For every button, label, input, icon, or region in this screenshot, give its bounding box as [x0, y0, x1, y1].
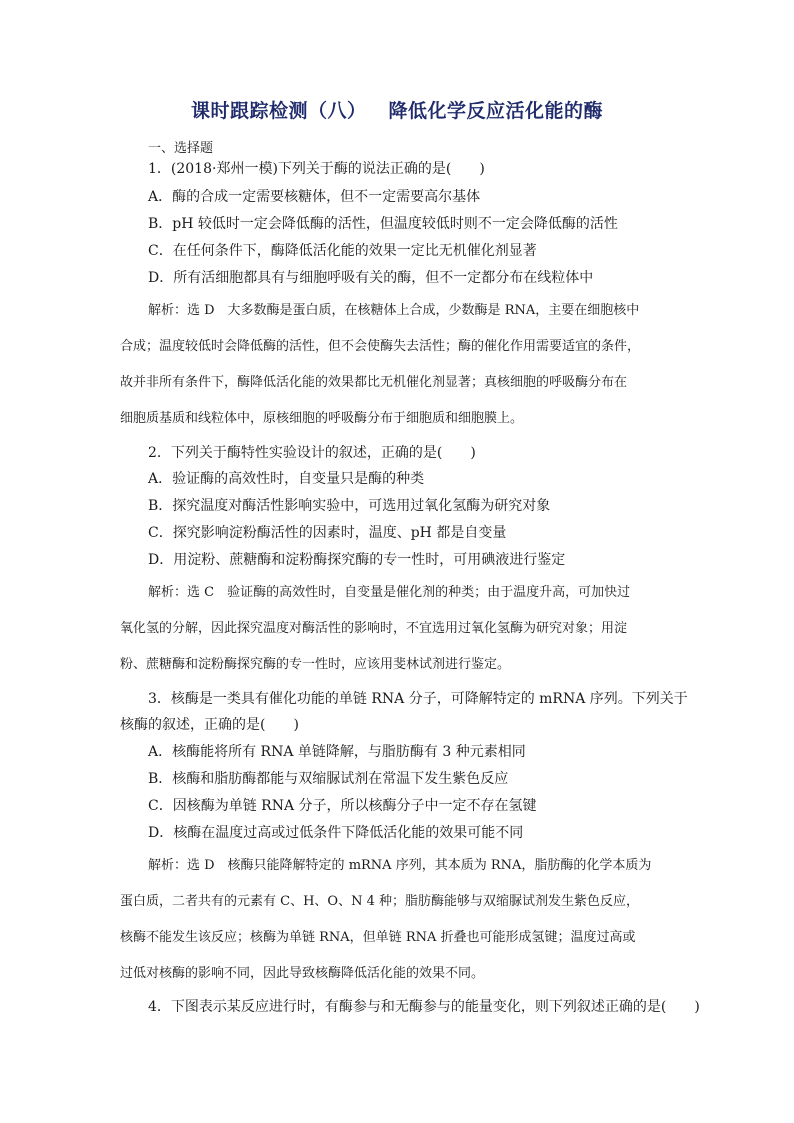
q3-option-d: D．核酶在温度过高或过低条件下降低活化能的效果可能不同 [148, 825, 524, 841]
q1-option-d: D．所有活细胞都具有与细胞呼吸有关的酶，但不一定都分布在线粒体中 [148, 270, 594, 286]
q1-stem: 1．(2018·郑州一模)下列关于酶的说法正确的是( ) [148, 161, 485, 177]
title-main: 课时跟踪检测（八） [190, 100, 367, 122]
q3-analysis-4: 过低对核酶的影响不同，因此导致核酶降低活化能的效果不同。 [120, 966, 485, 981]
q2-option-d: D．用淀粉、蔗糖酶和淀粉酶探究酶的专一性时，可用碘液进行鉴定 [148, 552, 566, 568]
q2-analysis-2: 氧化氢的分解，因此探究温度对酶活性的影响时，不宜选用过氧化氢酶为研究对象；用淀 [120, 621, 628, 636]
q1-option-c: C．在任何条件下，酶降低活化能的效果一定比无机催化剂显著 [148, 243, 537, 259]
q3-option-c: C．因核酶为单链 RNA 分子，所以核酶分子中一定不存在氢键 [148, 798, 537, 814]
q3-analysis-1: 解析：选 D 核酶只能降解特定的 mRNA 序列，其本质为 RNA，脂肪酶的化学本质为 [148, 858, 652, 873]
q3-analysis-3: 核酶不能发生该反应；核酶为单链 RNA，但单链 RNA 折叠也可能形成氢键；温度过高或 [120, 930, 636, 945]
q1-analysis-2: 合成；温度较低时会降低酶的活性，但不会使酶失去活性；酶的催化作用需要适宜的条件， [120, 339, 641, 354]
q3-analysis-2: 蛋白质，二者共有的元素有 C、H、O、N 4 种；脂肪酶能够与双缩脲试剂发生紫色反应， [120, 894, 639, 909]
q2-stem: 2．下列关于酶特性实验设计的叙述，正确的是( ) [148, 445, 476, 461]
title-sub: 降低化学反应活化能的酶 [388, 100, 604, 122]
q1-analysis-4: 细胞质基质和线粒体中，原核细胞的呼吸酶分布于细胞质和细胞膜上。 [120, 411, 524, 426]
q2-analysis-1: 解析：选 C 验证酶的高效性时，自变量是催化剂的种类；由于温度升高，可加快过 [148, 585, 631, 600]
q4-stem: 4．下图表示某反应进行时，有酶参与和无酶参与的能量变化，则下列叙述正确的是( ) [148, 999, 700, 1015]
q3-option-b: B．核酶和脂肪酶都能与双缩脲试剂在常温下发生紫色反应 [148, 771, 509, 787]
q1-analysis-1: 解析：选 D 大多数酶是蛋白质，在核糖体上合成，少数酶是 RNA，主要在细胞核中 [148, 303, 640, 318]
q1-analysis-3: 故并非所有条件下，酶降低活化能的效果都比无机催化剂显著；真核细胞的呼吸酶分布在 [120, 375, 628, 390]
q2-option-a: A．验证酶的高效性时，自变量只是酶的种类 [148, 471, 425, 487]
section-heading: 一、选择题 [148, 141, 214, 156]
q1-option-b: B．pH 较低时一定会降低酶的活性，但温度较低时则不一定会降低酶的活性 [148, 216, 618, 232]
q3-option-a: A．核酶能将所有 RNA 单链降解，与脂肪酶有 3 种元素相同 [148, 744, 526, 760]
q2-analysis-3: 粉、蔗糖酶和淀粉酶探究酶的专一性时，应该用斐林试剂进行鉴定。 [120, 657, 511, 672]
q3-stem-1: 3．核酶是一类具有催化功能的单链 RNA 分子，可降解特定的 mRNA 序列。下列关于 [148, 691, 688, 707]
q2-option-b: B．探究温度对酶活性影响实验中，可选用过氧化氢酶为研究对象 [148, 498, 551, 514]
q3-stem-2: 核酶的叙述，正确的是( ) [120, 717, 299, 733]
q1-option-a: A．酶的合成一定需要核糖体，但不一定需要高尔基体 [148, 189, 481, 205]
page-title [0, 96, 794, 123]
q2-option-c: C．探究影响淀粉酶活性的因素时，温度、pH 都是自变量 [148, 525, 507, 541]
